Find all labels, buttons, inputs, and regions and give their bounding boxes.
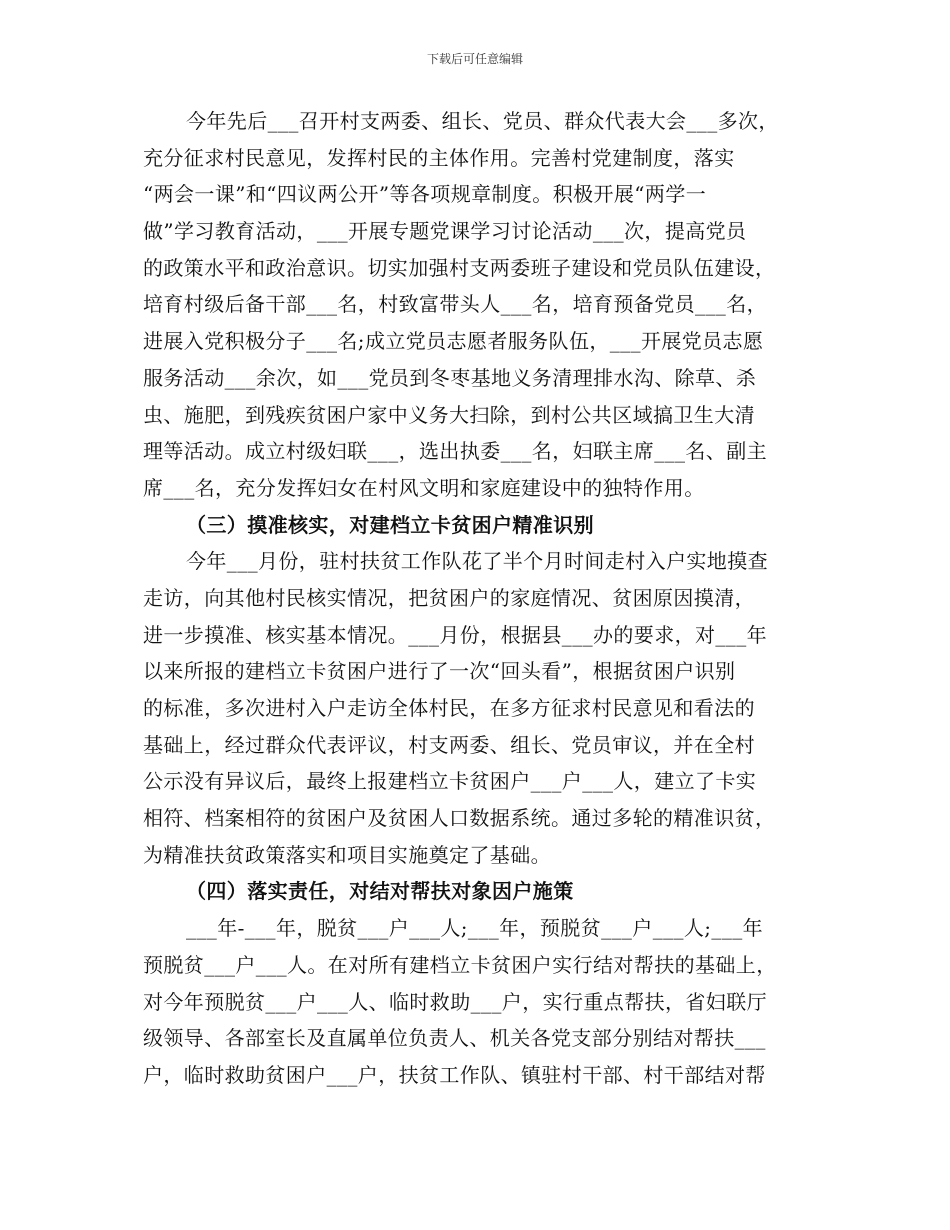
- paragraph-line: 做”学习教育活动，___开展专题党课学习讨论活动___次，提高党员: [143, 219, 747, 244]
- document-body: [143, 103, 823, 1094]
- paragraph-line: 走访，向其他村民核实情况，把贫困户的家庭情况、贫困原因摸清，: [143, 585, 755, 610]
- paragraph-line: 户，临时救助贫困户___户，扶贫工作队、镇驻村干部、村干部结对帮: [143, 1062, 766, 1087]
- paragraph-line: 培育村级后备干部___名，村致富带头人___名，培育预备党员___名，: [143, 292, 767, 317]
- paragraph-line: 对今年预脱贫___户___人、临时救助___户，实行重点帮扶，省妇联厅: [143, 989, 767, 1014]
- page-header: 下载后可任意编辑: [426, 52, 523, 66]
- section-heading: （三）摸准核实，对建档立卡贫困户精准识别: [186, 512, 594, 537]
- paragraph-line: 进展入党积极分子___名;成立党员志愿者服务队伍，___开展党员志愿: [143, 329, 764, 354]
- paragraph-line: 相符、档案相符的贫困户及贫困人口数据系统。通过多轮的精准识贫，: [143, 806, 776, 831]
- paragraph-line: 席___名，充分发挥妇女在村风文明和家庭建设中的独特作用。: [143, 475, 705, 500]
- paragraph-line: 服务活动___余次，如___党员到冬枣基地义务清理排水沟、除草、杀: [143, 365, 757, 390]
- paragraph-line: 为精准扶贫政策落实和项目实施奠定了基础。: [143, 842, 551, 867]
- paragraph-line: 虫、施肥，到残疾贫困户家中义务大扫除，到村公共区域搞卫生大清: [143, 402, 755, 427]
- paragraph-line: 的标准，多次进村入户走访全体村民，在多方征求村民意见和看法的: [143, 696, 755, 720]
- paragraph-line: 预脱贫___户___人。在对所有建档立卡贫困户实行结对帮扶的基础上，: [143, 952, 777, 977]
- paragraph-line: 以来所报的建档立卡贫困户进行了一次“回头看”，根据贫困户识别: [143, 659, 736, 684]
- section-heading: （四）落实责任，对结对帮扶对象因户施策: [186, 879, 574, 904]
- paragraph-line: 进一步摸准、核实基本情况。___月份，根据县___办的要求，对___年: [143, 622, 767, 647]
- paragraph-line: 基础上，经过群众代表评议，村支两委、组长、党员审议，并在全村: [143, 732, 755, 757]
- paragraph-line: 今年___月份，驻村扶贫工作队花了半个月时间走村入户实地摸查: [186, 549, 768, 574]
- paragraph-line: 级领导、各部室长及直属单位负责人、机关各党支部分别结对帮扶___: [143, 1026, 766, 1051]
- paragraph-line: 的政策水平和政治意识。切实加强村支两委班子建设和党员队伍建设，: [143, 255, 776, 280]
- paragraph-line: 充分征求村民意见，发挥村民的主体作用。完善村党建制度，落实: [143, 145, 735, 170]
- paragraph-line: 今年先后___召开村支两委、组长、党员、群众代表大会___多次，: [186, 109, 779, 133]
- paragraph-line: 公示没有异议后，最终上报建档立卡贫困户___户___人，建立了卡实: [143, 769, 757, 794]
- paragraph-line: “两会一课”和“四议两公开”等各项规章制度。积极开展“两学一: [143, 182, 707, 207]
- paragraph-line: ___年-___年，脱贫___户___人;___年，预脱贫___户___人;___年: [186, 916, 764, 941]
- paragraph-line: 理等活动。成立村级妇联___，选出执委___名，妇联主席___名、副主: [143, 439, 767, 464]
